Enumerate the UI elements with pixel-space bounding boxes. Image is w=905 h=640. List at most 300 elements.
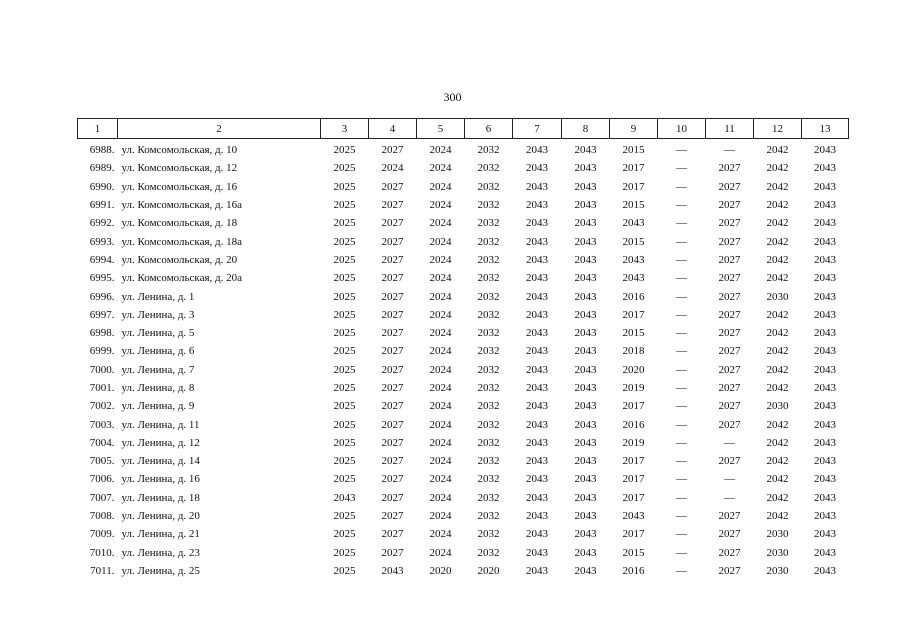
row-number-cell: 6996. [89, 290, 115, 303]
cell-col-11: 2027 [718, 235, 741, 248]
cell-col-12: 2030 [766, 546, 789, 559]
cell-col-3: 2025 [333, 382, 356, 394]
cell-col-5: 2024 [429, 290, 452, 303]
table-row [78, 306, 849, 324]
row-number-cell: 6995. [89, 272, 115, 285]
column-header-6: 6 [465, 119, 513, 139]
address-cell: ул. Ленина, д. 7 [121, 363, 195, 376]
address-cell: ул. Комсомольская, д. 18 [121, 217, 238, 230]
cell-col-10: — [676, 272, 687, 285]
cell-col-3: 2025 [333, 180, 356, 193]
cell-col-8: 2043 [574, 400, 597, 413]
cell-col-8: 2043 [574, 510, 597, 523]
column-header-13: 13 [802, 119, 849, 139]
cell-col-13: 2043 [814, 162, 836, 175]
cell-col-8: 2043 [574, 199, 597, 212]
cell-col-10: — [676, 418, 687, 431]
schedule-table [77, 118, 849, 580]
cell-col-3: 2025 [333, 345, 356, 358]
cell-col-12: 2042 [766, 327, 789, 340]
cell-col-5: 2024 [429, 144, 452, 157]
cell-col-13: 2043 [814, 546, 836, 559]
table-row [78, 397, 849, 415]
cell-col-13: 2043 [814, 400, 836, 413]
cell-col-11: 2027 [718, 546, 741, 559]
cell-col-13: 2043 [814, 272, 836, 285]
cell-col-5: 2020 [429, 564, 452, 577]
cell-col-8: 2043 [574, 382, 597, 394]
cell-col-4: 2027 [381, 455, 404, 468]
address-cell: ул. Ленина, д. 6 [121, 345, 195, 358]
cell-col-9: 2043 [622, 253, 645, 266]
table-row [78, 507, 849, 525]
cell-col-7: 2043 [526, 199, 548, 212]
cell-col-5: 2024 [429, 400, 452, 413]
cell-col-7: 2043 [526, 400, 548, 413]
table-row [78, 269, 849, 287]
address-cell: ул. Комсомольская, д. 12 [121, 162, 238, 175]
cell-col-5: 2024 [429, 491, 452, 504]
cell-col-12: 2042 [766, 345, 789, 358]
cell-col-13: 2043 [814, 290, 836, 303]
cell-col-4: 2027 [381, 436, 404, 449]
cell-col-9: 2017 [622, 491, 645, 504]
cell-col-12: 2042 [766, 308, 789, 321]
address-cell: ул. Ленина, д. 9 [121, 400, 195, 413]
cell-col-5: 2024 [429, 235, 452, 248]
cell-col-3: 2025 [333, 436, 356, 449]
cell-col-4: 2027 [381, 308, 404, 321]
table-row [78, 415, 849, 433]
cell-col-4: 2027 [381, 546, 404, 559]
cell-col-9: 2015 [622, 327, 645, 340]
column-header-8: 8 [562, 119, 610, 139]
cell-col-9: 2015 [622, 144, 645, 157]
cell-col-3: 2025 [333, 528, 356, 541]
cell-col-12: 2042 [766, 382, 789, 394]
cell-col-5: 2024 [429, 363, 452, 376]
cell-col-7: 2043 [526, 363, 548, 376]
cell-col-13: 2043 [814, 473, 836, 486]
cell-col-4: 2027 [381, 235, 404, 248]
cell-col-8: 2043 [574, 473, 597, 486]
table-row [78, 214, 849, 232]
cell-col-11: 2027 [718, 327, 741, 340]
cell-col-10: — [676, 199, 687, 212]
cell-col-7: 2043 [526, 308, 548, 321]
cell-col-7: 2043 [526, 436, 548, 449]
cell-col-3: 2025 [333, 363, 356, 376]
table-row [78, 324, 849, 342]
cell-col-9: 2043 [622, 272, 645, 285]
cell-col-12: 2042 [766, 217, 789, 230]
row-number-cell: 7008. [89, 510, 115, 523]
cell-col-12: 2042 [766, 235, 789, 248]
cell-col-11: 2027 [718, 345, 741, 358]
cell-col-11: 2027 [718, 418, 741, 431]
cell-col-9: 2015 [622, 199, 645, 212]
cell-col-4: 2027 [381, 253, 404, 266]
cell-col-13: 2043 [814, 528, 836, 541]
cell-col-12: 2042 [766, 180, 789, 193]
row-number-cell: 6992. [89, 217, 115, 230]
cell-col-7: 2043 [526, 491, 548, 504]
cell-col-11: 2027 [718, 400, 741, 413]
cell-col-12: 2030 [766, 400, 789, 413]
cell-col-12: 2030 [766, 528, 789, 541]
cell-col-6: 2032 [477, 253, 500, 266]
table-row [78, 525, 849, 543]
row-number-cell: 6990. [89, 180, 115, 193]
cell-col-11: 2027 [718, 528, 741, 541]
column-header-4: 4 [369, 119, 417, 139]
cell-col-12: 2042 [766, 510, 789, 523]
cell-col-10: — [676, 162, 687, 175]
cell-col-12: 2042 [766, 363, 789, 376]
cell-col-9: 2017 [622, 308, 645, 321]
cell-col-8: 2043 [574, 546, 597, 559]
table-row [78, 287, 849, 305]
cell-col-4: 2027 [381, 327, 404, 340]
cell-col-9: 2020 [622, 363, 645, 376]
cell-col-10: — [676, 327, 687, 340]
cell-col-3: 2043 [333, 491, 356, 504]
cell-col-5: 2024 [429, 382, 452, 394]
cell-col-6: 2032 [477, 528, 500, 541]
cell-col-4: 2027 [381, 400, 404, 413]
cell-col-3: 2025 [333, 272, 356, 285]
cell-col-11: 2027 [718, 180, 741, 193]
cell-col-7: 2043 [526, 290, 548, 303]
cell-col-12: 2042 [766, 162, 789, 175]
cell-col-9: 2015 [622, 235, 645, 248]
cell-col-3: 2025 [333, 217, 356, 230]
cell-col-4: 2027 [381, 491, 404, 504]
cell-col-7: 2043 [526, 382, 548, 394]
cell-col-7: 2043 [526, 345, 548, 358]
cell-col-6: 2032 [477, 308, 500, 321]
cell-col-9: 2019 [622, 382, 645, 394]
cell-col-11: 2027 [718, 217, 741, 230]
cell-col-10: — [676, 564, 687, 577]
address-cell: ул. Ленина, д. 11 [121, 418, 200, 431]
table-row [78, 470, 849, 488]
cell-col-12: 2042 [766, 253, 789, 266]
cell-col-5: 2024 [429, 418, 452, 431]
cell-col-13: 2043 [814, 327, 836, 340]
cell-col-13: 2043 [814, 144, 836, 157]
cell-col-7: 2043 [526, 235, 548, 248]
cell-col-8: 2043 [574, 217, 597, 230]
cell-col-8: 2043 [574, 253, 597, 266]
cell-col-3: 2025 [333, 455, 356, 468]
address-cell: ул. Ленина, д. 16 [121, 473, 200, 486]
cell-col-6: 2032 [477, 345, 500, 358]
cell-col-5: 2024 [429, 510, 452, 523]
address-cell: ул. Комсомольская, д. 20 [121, 253, 238, 266]
table-row [78, 452, 849, 470]
cell-col-11: 2027 [718, 253, 741, 266]
address-cell: ул. Комсомольская, д. 16а [121, 199, 243, 212]
cell-col-10: — [676, 235, 687, 248]
column-header-3: 3 [321, 119, 369, 139]
cell-col-13: 2043 [814, 455, 836, 468]
cell-col-5: 2024 [429, 217, 452, 230]
cell-col-7: 2043 [526, 272, 548, 285]
cell-col-3: 2025 [333, 327, 356, 340]
column-header-11: 11 [706, 119, 754, 139]
cell-col-9: 2017 [622, 455, 645, 468]
cell-col-5: 2024 [429, 473, 452, 486]
row-number-cell: 6994. [89, 253, 115, 266]
cell-col-3: 2025 [333, 546, 356, 559]
cell-col-8: 2043 [574, 235, 597, 248]
cell-col-3: 2025 [333, 235, 356, 248]
cell-col-4: 2027 [381, 217, 404, 230]
cell-col-5: 2024 [429, 162, 452, 175]
cell-col-6: 2032 [477, 418, 500, 431]
cell-col-6: 2032 [477, 363, 500, 376]
cell-col-6: 2032 [477, 436, 500, 449]
cell-col-7: 2043 [526, 546, 548, 559]
cell-col-11: 2027 [718, 290, 741, 303]
cell-col-11: 2027 [718, 510, 741, 523]
cell-col-9: 2017 [622, 162, 645, 175]
cell-col-5: 2024 [429, 308, 452, 321]
cell-col-12: 2030 [766, 564, 789, 577]
cell-col-13: 2043 [814, 308, 836, 321]
cell-col-12: 2042 [766, 418, 789, 431]
cell-col-5: 2024 [429, 345, 452, 358]
cell-col-7: 2043 [526, 418, 548, 431]
cell-col-3: 2025 [333, 473, 356, 486]
row-number-cell: 7003. [89, 418, 115, 431]
cell-col-7: 2043 [526, 162, 548, 175]
cell-col-7: 2043 [526, 253, 548, 266]
address-cell: ул. Ленина, д. 1 [121, 290, 195, 303]
cell-col-12: 2042 [766, 455, 789, 468]
row-number-cell: 7010. [89, 546, 115, 559]
cell-col-6: 2032 [477, 473, 500, 486]
cell-col-6: 2032 [477, 400, 500, 413]
cell-col-8: 2043 [574, 418, 597, 431]
cell-col-9: 2016 [622, 290, 645, 303]
cell-col-6: 2032 [477, 272, 500, 285]
cell-col-3: 2025 [333, 400, 356, 413]
cell-col-6: 2032 [477, 382, 500, 394]
cell-col-4: 2027 [381, 510, 404, 523]
address-cell: ул. Ленина, д. 20 [121, 510, 200, 523]
cell-col-6: 2032 [477, 217, 500, 230]
cell-col-12: 2042 [766, 491, 789, 504]
row-number-cell: 6999. [89, 345, 115, 358]
cell-col-10: — [676, 528, 687, 541]
cell-col-3: 2025 [333, 418, 356, 431]
address-cell: ул. Ленина, д. 23 [121, 546, 200, 559]
row-number-cell: 6988. [89, 144, 115, 157]
cell-col-10: — [676, 345, 687, 358]
table-row [78, 562, 849, 580]
cell-col-13: 2043 [814, 510, 836, 523]
cell-col-8: 2043 [574, 528, 597, 541]
cell-col-10: — [676, 144, 687, 157]
cell-col-12: 2042 [766, 199, 789, 212]
cell-col-11: 2027 [718, 308, 741, 321]
cell-col-8: 2043 [574, 345, 597, 358]
column-header-5: 5 [417, 119, 465, 139]
column-header-10: 10 [658, 119, 706, 139]
table-body [78, 139, 849, 581]
cell-col-13: 2043 [814, 564, 836, 577]
column-header-9: 9 [610, 119, 658, 139]
cell-col-13: 2043 [814, 235, 836, 248]
cell-col-6: 2032 [477, 455, 500, 468]
cell-col-11: 2027 [718, 272, 741, 285]
row-number-cell: 6993. [89, 235, 115, 248]
cell-col-9: 2018 [622, 345, 645, 358]
cell-col-4: 2043 [381, 564, 404, 577]
cell-col-5: 2024 [429, 272, 452, 285]
cell-col-12: 2030 [766, 290, 789, 303]
table-row [78, 544, 849, 562]
cell-col-10: — [676, 510, 687, 523]
address-cell: ул. Комсомольская, д. 10 [121, 144, 238, 157]
cell-col-4: 2024 [381, 162, 404, 175]
cell-col-10: — [676, 253, 687, 266]
address-cell: ул. Комсомольская, д. 18а [121, 235, 243, 248]
table-row [78, 139, 849, 160]
cell-col-9: 2019 [622, 436, 645, 449]
column-header-1: 1 [78, 119, 118, 139]
cell-col-4: 2027 [381, 144, 404, 157]
cell-col-5: 2024 [429, 253, 452, 266]
cell-col-11: 2027 [718, 455, 741, 468]
cell-col-8: 2043 [574, 436, 597, 449]
row-number-cell: 7000. [89, 363, 115, 376]
cell-col-8: 2043 [574, 162, 597, 175]
cell-col-4: 2027 [381, 180, 404, 193]
cell-col-9: 2017 [622, 473, 645, 486]
address-cell: ул. Ленина, д. 8 [121, 382, 195, 394]
address-cell: ул. Ленина, д. 12 [121, 436, 200, 449]
cell-col-13: 2043 [814, 491, 836, 504]
cell-col-10: — [676, 436, 687, 449]
cell-col-10: — [676, 455, 687, 468]
cell-col-9: 2016 [622, 564, 645, 577]
table-row [78, 232, 849, 250]
cell-col-8: 2043 [574, 290, 597, 303]
cell-col-6: 2032 [477, 144, 500, 157]
cell-col-10: — [676, 546, 687, 559]
row-number-cell: 7005. [89, 455, 115, 468]
cell-col-11: — [724, 144, 735, 157]
row-number-cell: 7004. [89, 436, 115, 449]
cell-col-7: 2043 [526, 455, 548, 468]
cell-col-9: 2043 [622, 510, 645, 523]
cell-col-6: 2032 [477, 290, 500, 303]
cell-col-13: 2043 [814, 363, 836, 376]
address-cell: ул. Ленина, д. 21 [121, 528, 200, 541]
cell-col-6: 2032 [477, 546, 500, 559]
cell-col-13: 2043 [814, 436, 836, 449]
table-row [78, 251, 849, 269]
cell-col-11: 2027 [718, 363, 741, 376]
row-number-cell: 7006. [89, 473, 115, 486]
row-number-cell: 7011. [90, 564, 115, 577]
cell-col-6: 2020 [477, 564, 500, 577]
row-number-cell: 6998. [89, 327, 115, 340]
table-row [78, 196, 849, 214]
cell-col-4: 2027 [381, 199, 404, 212]
row-number-cell: 7009. [89, 528, 115, 541]
cell-col-6: 2032 [477, 510, 500, 523]
cell-col-7: 2043 [526, 144, 548, 157]
cell-col-11: 2027 [718, 382, 741, 394]
cell-col-9: 2017 [622, 180, 645, 193]
cell-col-11: — [724, 473, 735, 486]
table-row [78, 489, 849, 507]
cell-col-3: 2025 [333, 144, 356, 157]
row-number-cell: 6989. [89, 162, 115, 175]
row-number-cell: 7007. [89, 491, 115, 504]
column-header-7: 7 [513, 119, 562, 139]
cell-col-11: 2027 [718, 564, 741, 577]
column-header-2: 2 [118, 119, 321, 139]
cell-col-10: — [676, 217, 687, 230]
cell-col-6: 2032 [477, 491, 500, 504]
cell-col-4: 2027 [381, 272, 404, 285]
cell-col-12: 2042 [766, 144, 789, 157]
cell-col-13: 2043 [814, 382, 836, 394]
cell-col-9: 2043 [622, 217, 645, 230]
cell-col-3: 2025 [333, 199, 356, 212]
column-header-12: 12 [754, 119, 802, 139]
cell-col-6: 2032 [477, 327, 500, 340]
cell-col-3: 2025 [333, 308, 356, 321]
cell-col-8: 2043 [574, 564, 597, 577]
cell-col-3: 2025 [333, 510, 356, 523]
cell-col-6: 2032 [477, 235, 500, 248]
cell-col-4: 2027 [381, 290, 404, 303]
cell-col-10: — [676, 382, 687, 394]
row-number-cell: 7002. [89, 400, 115, 413]
cell-col-13: 2043 [814, 345, 836, 358]
cell-col-11: — [724, 436, 735, 449]
address-cell: ул. Ленина, д. 18 [121, 491, 200, 504]
cell-col-3: 2025 [333, 290, 356, 303]
cell-col-11: 2027 [718, 162, 741, 175]
cell-col-13: 2043 [814, 418, 836, 431]
cell-col-7: 2043 [526, 327, 548, 340]
cell-col-8: 2043 [574, 308, 597, 321]
cell-col-5: 2024 [429, 180, 452, 193]
cell-col-12: 2042 [766, 473, 789, 486]
cell-col-10: — [676, 308, 687, 321]
table-row [78, 159, 849, 177]
cell-col-4: 2027 [381, 382, 404, 394]
cell-col-10: — [676, 473, 687, 486]
address-cell: ул. Ленина, д. 5 [121, 327, 195, 340]
cell-col-8: 2043 [574, 144, 597, 157]
cell-col-7: 2043 [526, 217, 548, 230]
address-cell: ул. Ленина, д. 25 [121, 564, 200, 577]
table-row [78, 178, 849, 196]
cell-col-3: 2025 [333, 253, 356, 266]
cell-col-9: 2016 [622, 418, 645, 431]
cell-col-7: 2043 [526, 180, 548, 193]
cell-col-10: — [676, 491, 687, 504]
address-cell: ул. Ленина, д. 3 [121, 308, 195, 321]
